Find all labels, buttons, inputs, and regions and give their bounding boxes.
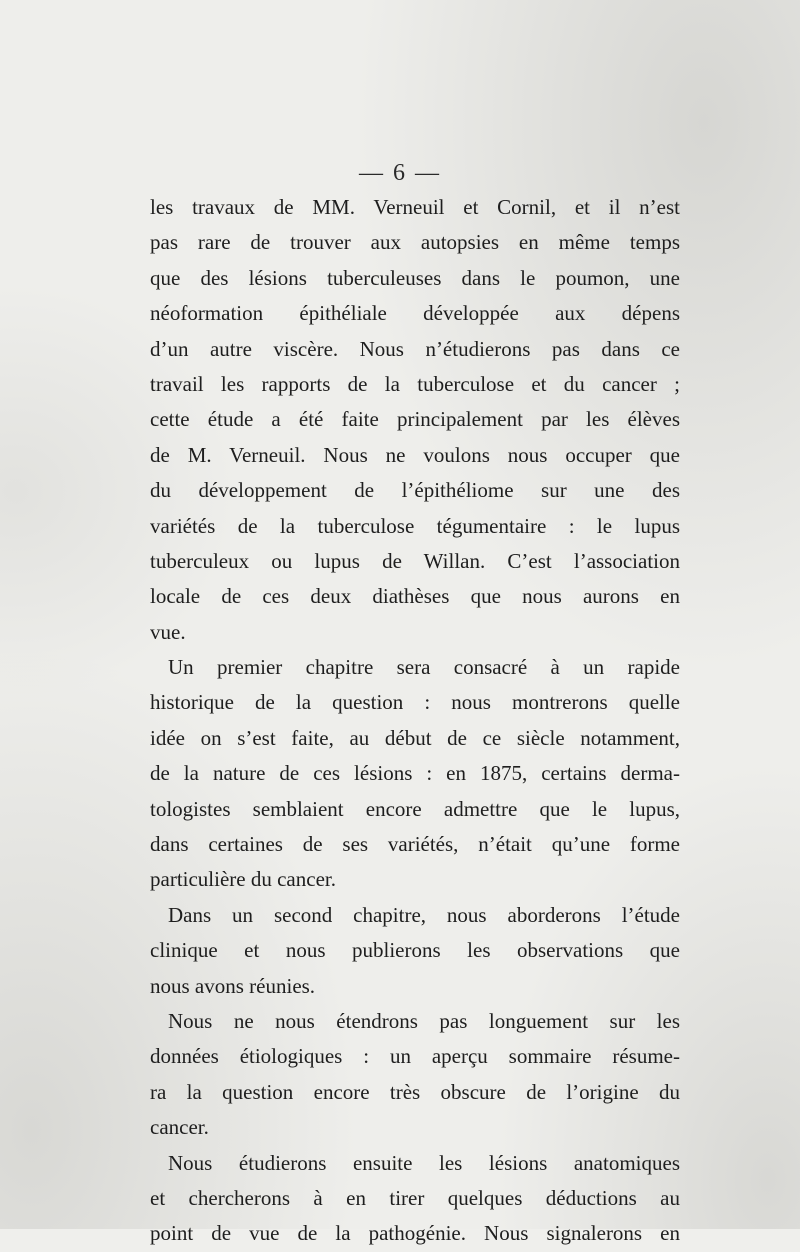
- text-line: vue.: [150, 619, 186, 644]
- text-line: historique de la question : nous montrerons quelle: [150, 690, 680, 715]
- text-line: que des lésions tuberculeuses dans le poumon, une: [150, 265, 680, 290]
- text-line: de la nature de ces lésions : en 1875, certains derma-: [150, 761, 680, 786]
- text-line: clinique et nous publierons les observations que: [150, 938, 680, 963]
- text-line: Un premier chapitre sera consacré à un rapide: [168, 655, 680, 680]
- text-line: locale de ces deux diathèses que nous aurons en: [150, 584, 680, 609]
- text-line: point de vue de la pathogénie. Nous signalerons en: [150, 1221, 680, 1246]
- text-line: tologistes semblaient encore admettre que le lupus,: [150, 796, 680, 821]
- text-line: Dans un second chapitre, nous aborderons l’étude: [168, 902, 680, 927]
- text-line: Nous étudierons ensuite les lésions anatomiques: [168, 1150, 680, 1175]
- text-line: travail les rapports de la tuberculose et du cancer ;: [150, 371, 680, 396]
- text-line: d’un autre viscère. Nous n’étudierons pas dans ce: [150, 336, 680, 361]
- text-line: du développement de l’épithéliome sur une des: [150, 478, 680, 503]
- text-line: et chercherons à en tirer quelques déductions au: [150, 1185, 680, 1210]
- text-line: ra la question encore très obscure de l’origine du: [150, 1079, 680, 1104]
- text-line: dans certaines de ses variétés, n’était qu’une forme: [150, 832, 680, 857]
- text-line: cette étude a été faite principalement par les élèves: [150, 407, 680, 432]
- text-line: idée on s’est faite, au début de ce siècle notamment,: [150, 725, 680, 750]
- text-line: données étiologiques : un aperçu sommaire résume-: [150, 1044, 680, 1069]
- page-number: — 6 —: [359, 160, 441, 186]
- body-text: [150, 190, 680, 1252]
- text-line: néoformation épithéliale développée aux dépens: [150, 301, 680, 326]
- text-line: particulière du cancer.: [150, 867, 336, 892]
- text-line: variétés de la tuberculose tégumentaire : le lupus: [150, 513, 680, 538]
- text-line: pas rare de trouver aux autopsies en même temps: [150, 230, 680, 255]
- text-line: Nous ne nous étendrons pas longuement sur les: [168, 1008, 680, 1033]
- text-line: cancer.: [150, 1115, 209, 1140]
- text-line: les travaux de MM. Verneuil et Cornil, et il n’est: [150, 195, 680, 219]
- text-line: de M. Verneuil. Nous ne voulons nous occuper que: [150, 442, 680, 467]
- text-line: nous avons réunies.: [150, 973, 316, 998]
- text-line: tuberculeux ou lupus de Willan. C’est l’association: [150, 548, 680, 573]
